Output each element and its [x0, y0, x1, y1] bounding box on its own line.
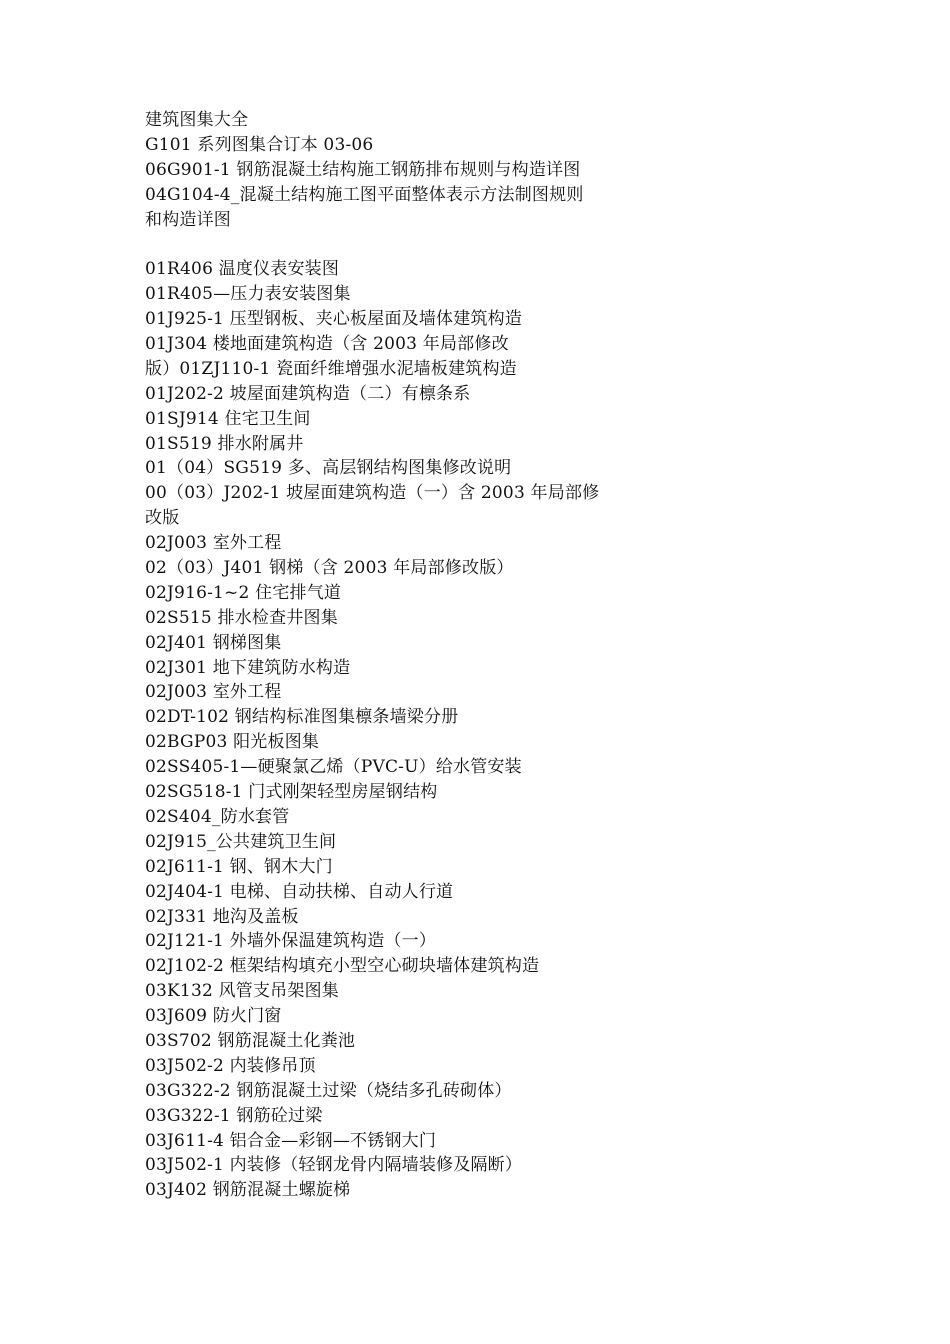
list-item: 版）01ZJ110-1 瓷面纤维增强水泥墙板建筑构造	[145, 358, 517, 379]
text-line: 04G104-4_混凝土结构施工图平面整体表示方法制图规则	[145, 184, 584, 205]
list-item: 03G322-1 钢筋砼过梁	[145, 1105, 323, 1126]
atlas-list	[145, 257, 625, 1203]
list-item: 01S519 排水附属井	[145, 433, 304, 454]
list-item: 02J301 地下建筑防水构造	[145, 657, 351, 678]
list-item: 02J003 室外工程	[145, 682, 282, 703]
list-item: 02BGP03 阳光板图集	[145, 732, 320, 753]
list-item: 02J611-1 钢、钢木大门	[145, 856, 333, 877]
list-item: 01SJ914 住宅卫生间	[145, 408, 311, 429]
list-item: 03J402 钢筋混凝土螺旋梯	[145, 1180, 351, 1201]
text-line: G101 系列图集合订本 03-06	[145, 134, 374, 155]
text-line: 和构造详图	[145, 209, 231, 230]
blank-line	[145, 232, 625, 257]
list-item: 03J502-2 内装修吊顶	[145, 1055, 316, 1076]
list-item: 02J003 室外工程	[145, 533, 282, 554]
list-item: 02S404_防水套管	[145, 806, 290, 827]
list-item: 01J925-1 压型钢板、夹心板屋面及墙体建筑构造	[145, 309, 523, 330]
list-item: 02J404-1 电梯、自动扶梯、自动人行道	[145, 881, 454, 902]
list-item: 02SG518-1 门式刚架轻型房屋钢结构	[145, 782, 438, 803]
list-item: 03J611-4 铝合金—彩钢—不锈钢大门	[145, 1130, 437, 1151]
list-item: 03S702 钢筋混凝土化粪池	[145, 1030, 356, 1051]
intro-block	[145, 108, 625, 232]
list-item: 02J102-2 框架结构填充小型空心砌块墙体建筑构造	[145, 956, 540, 977]
list-item: 01R405—压力表安装图集	[145, 284, 351, 305]
list-item: 01J202-2 坡屋面建筑构造（二）有檩条系	[145, 383, 471, 404]
list-item: 改版	[145, 508, 180, 529]
list-item: 02S515 排水检查井图集	[145, 607, 338, 628]
list-item: 01J304 楼地面建筑构造（含 2003 年局部修改	[145, 334, 509, 355]
list-item: 01R406 温度仪表安装图	[145, 259, 340, 280]
list-item: 02SS405-1—硬聚氯乙烯（PVC-U）给水管安装	[145, 757, 522, 778]
text-line: 06G901-1 钢筋混凝土结构施工钢筋排布规则与构造详图	[145, 159, 581, 180]
document-body	[145, 108, 625, 1203]
list-item: 02J401 钢梯图集	[145, 632, 282, 653]
list-item: 02J331 地沟及盖板	[145, 906, 299, 927]
document-title: 建筑图集大全	[145, 110, 249, 130]
list-item: 03J502-1 内装修（轻钢龙骨内隔墙装修及隔断）	[145, 1155, 523, 1176]
list-item: 01（04）SG519 多、高层钢结构图集修改说明	[145, 458, 512, 479]
list-item: 03K132 风管支吊架图集	[145, 981, 339, 1002]
list-item: 03G322-2 钢筋混凝土过梁（烧结多孔砖砌体）	[145, 1080, 512, 1101]
list-item: 03J609 防火门窗	[145, 1006, 282, 1027]
list-item: 02J916-1~2 住宅排气道	[145, 582, 342, 603]
list-item: 02J121-1 外墙外保温建筑构造（一）	[145, 931, 437, 952]
list-item: 00（03）J202-1 坡屋面建筑构造（一）含 2003 年局部修	[145, 483, 600, 504]
list-item: 02（03）J401 钢梯（含 2003 年局部修改版）	[145, 558, 514, 579]
list-item: 02DT-102 钢结构标准图集檩条墙梁分册	[145, 707, 459, 728]
list-item: 02J915_公共建筑卫生间	[145, 831, 337, 852]
